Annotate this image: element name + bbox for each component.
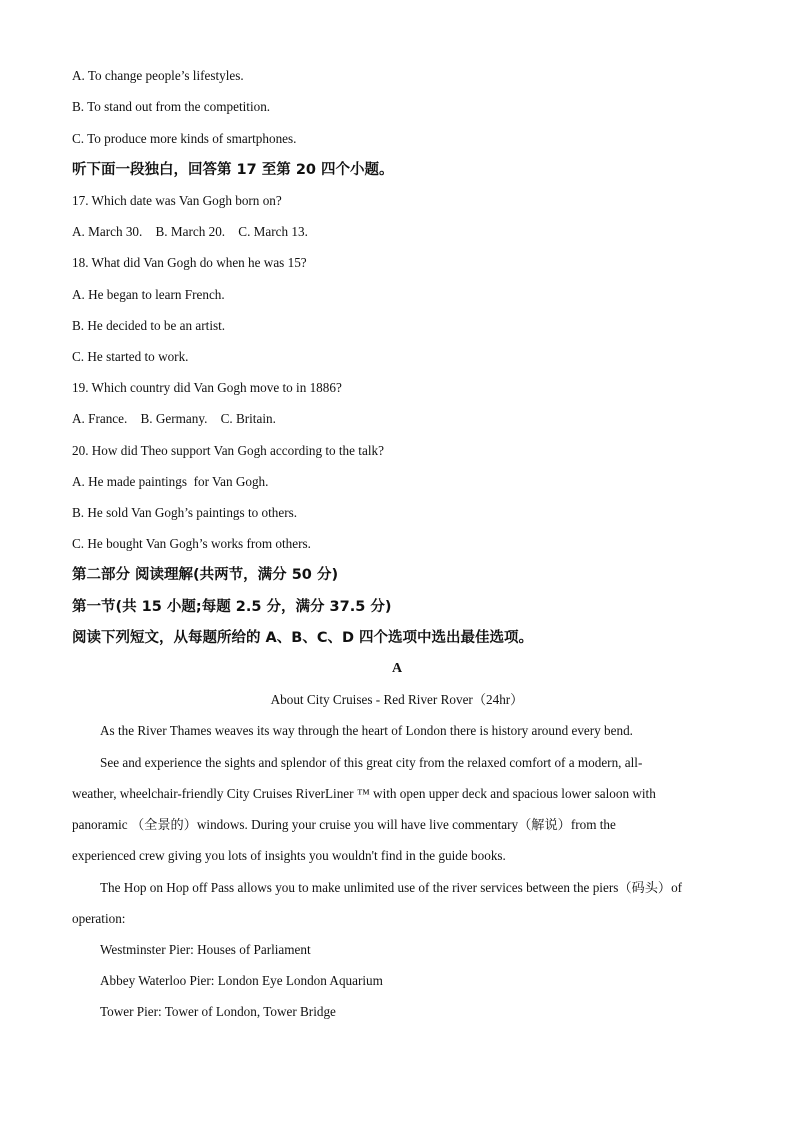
q20-option-c: C. He bought Van Gogh’s works from others. (72, 536, 311, 551)
passage-title: About City Cruises - Red River Rover（24hr） (270, 692, 524, 707)
passage-para1: As the River Thames weaves its way through the heart of London there is history around every bend. (100, 723, 633, 738)
q16-option-b: B. To stand out from the competition. (72, 99, 271, 114)
q16-option-a: A. To change people’s lifestyles. (72, 68, 244, 83)
pier-abbey-waterloo: Abbey Waterloo Pier: London Eye London Aquarium (100, 973, 383, 988)
q18-option-c: C. He started to work. (72, 349, 189, 364)
part2-section1: 第一节(共 15 小题;每题 2.5 分，满分 37.5 分) (72, 599, 392, 615)
q19-question: 19. Which country did Van Gogh move to in 1886? (72, 380, 342, 395)
passage-para3-line1: The Hop on Hop off Pass allows you to make unlimited use of the river services between the piers（码头）of (100, 880, 683, 895)
q16-option-c: C. To produce more kinds of smartphones. (72, 131, 297, 146)
q17-options: A. March 30. B. March 20. C. March 13. (72, 224, 308, 239)
q20-option-a: A. He made paintings for Van Gogh. (72, 474, 269, 489)
listening-instruction: 听下面一段独白，回答第 17 至第 20 四个小题。 (72, 162, 394, 178)
q17-question: 17. Which date was Van Gogh born on? (72, 193, 282, 208)
part2-instruction: 阅读下列短文，从每题所给的 A、B、C、D 四个选项中选出最佳选项。 (72, 630, 534, 646)
passage-label: A (391, 661, 403, 676)
q20-question: 20. How did Theo support Van Gogh according to the talk? (72, 443, 384, 458)
q18-option-a: A. He began to learn French. (72, 287, 225, 302)
q19-options: A. France. B. Germany. C. Britain. (72, 411, 276, 426)
pier-tower: Tower Pier: Tower of London, Tower Bridge (100, 1004, 336, 1019)
q20-option-b: B. He sold Van Gogh’s paintings to others. (72, 505, 298, 520)
q18-option-b: B. He decided to be an artist. (72, 318, 226, 333)
q18-question: 18. What did Van Gogh do when he was 15? (72, 255, 307, 270)
passage-para3-line2: operation: (72, 911, 126, 926)
passage-para2-line2: weather, wheelchair-friendly City Cruises RiverLiner ™ with open upper deck and spacious lower saloon with (72, 786, 656, 801)
passage-para2-line1: See and experience the sights and splendor of this great city from the relaxed comfort of a modern, all- (100, 755, 643, 770)
part2-title: 第二部分 阅读理解(共两节，满分 50 分) (72, 567, 339, 583)
passage-para2-line3: panoramic （全景的）windows. During your cruise you will have live commentary（解说）from the (72, 817, 616, 832)
pier-westminster: Westminster Pier: Houses of Parliament (100, 942, 311, 957)
passage-para2-line4: experienced crew giving you lots of insights you wouldn't find in the guide books. (72, 848, 506, 863)
